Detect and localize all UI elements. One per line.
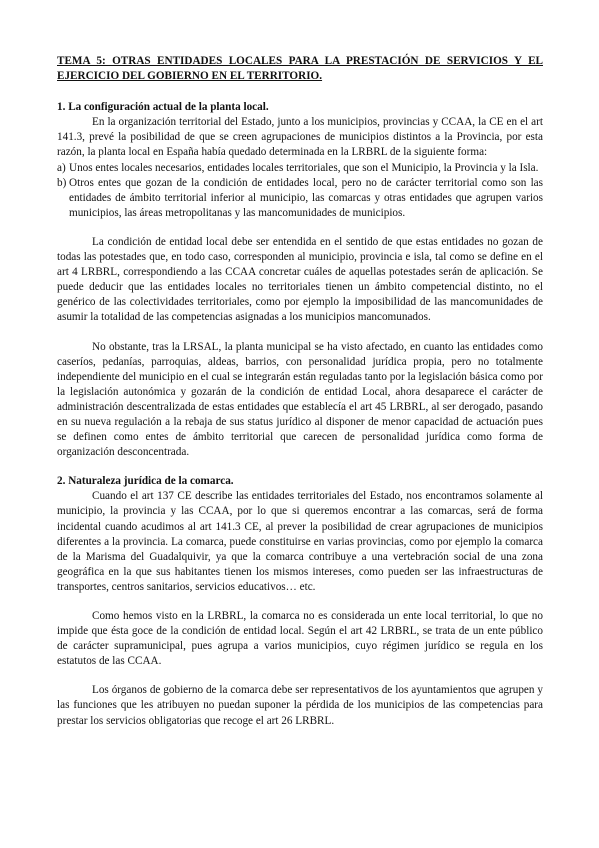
list-item-text: Otros entes que gozan de la condición de entidades local, pero no de carácter territorial como son las entidades de ámbito territorial inferior al municipio, las comarcas y otras entidades que agrupen varios municipios, las áreas metropolitanas y las mancomunidades de municipios. (69, 176, 543, 219)
section-2-paragraph-1: Cuando el art 137 CE describe las entidades territoriales del Estado, nos encontramos solamente al municipio, la provincia y las CCAA, por lo que si queremos encontrar a las comarcas, será de forma incidental cuando acudimos al art 141.3 CE, al prever la posibilidad de crear agrupaciones de municipios diferentes a la provincia. La comarca, puede constituirse en varias provincias, como por ejemplo la comarca de la Marisma del Guadalquivir, ya que la comarca contribuye a una vertebración social de una zona geográfica en la que sus habitantes tienen los mismos intereses, como pueden ser las infraestructuras de transportes, centros sanitarios, servicios educativos… etc. (57, 490, 543, 593)
section-2-paragraph-2: Como hemos visto en la LRBRL, la comarca no es considerada un ente local territorial, lo que no impide que ésta goce de la condición de entidad local. Según el art 42 LRBRL, se trata de un ente público de carácter supramunicipal, pues agrupa a varios municipios, cuyo régimen jurídico se regula en los estatutos de las CCAA. (57, 610, 543, 668)
section-1-paragraph-3: No obstante, tras la LRSAL, la planta municipal se ha visto afectado, en cuanto las entidades como caseríos, pedanías, parroquias, aldeas, barrios, con personalidad jurídica propia, pero no totalmente independiente del municipio en el cual se integrarán están reguladas tanto por la legislación básica como por la legislación autonómica y gozarán de la condición de entidad Local, ahora desaparece el carácter de administración descentralizada de estas entidades que establecía el art 45 LRBRL, al ser derogado, pasando en su nueva regulación a la rebaja de sus status jurídico al disponer de menor capacidad de actuación pues se definen como entes de ámbito territorial que carecen de personalidad jurídica como forma de organización desconcentrada. (57, 340, 543, 459)
list-item-text: Unos entes locales necesarios, entidades locales territoriales, que son el Municipio, la Provincia y la Isla. (69, 161, 539, 174)
document-title: TEMA 5: OTRAS ENTIDADES LOCALES PARA LA PRESTACIÓN DE SERVICIOS Y EL EJERCICIO DEL GOBIERNO EN EL TERRITORIO. (57, 55, 543, 83)
list-item (57, 161, 543, 176)
list-item (57, 176, 543, 221)
list-marker: b) (57, 176, 67, 189)
section-2-heading: 2. Naturaleza jurídica de la comarca. (57, 475, 234, 488)
section-1-paragraph-2: La condición de entidad local debe ser entendida en el sentido de que estas entidades no gozan de todas las potestades que, en todo caso, corresponden al municipio, provincia e isla, tal como se define en el art 4 LRBRL, correspondiendo a las CCAA concretar cuáles de aquellas potestades serán de aplicación. Se puede deducir que las entidades locales no territoriales tienen un ámbito competencial distinto, no el genérico de las colectividades territoriales, como por ejemplo la imposibilidad de las mancomunidades de asumir la totalidad de las competencias asignadas a los municipios mancomunados. (57, 235, 543, 324)
list-marker: a) (57, 161, 66, 174)
document-page (57, 54, 543, 729)
section-1-list (57, 161, 543, 221)
section-2-paragraph-3: Los órganos de gobierno de la comarca debe ser representativos de los ayuntamientos que agrupen y las funciones que les atribuyen no puedan suponer la pérdida de los municipios de las competencias para prestar los servicios obligatorias que recoge el art 26 LRBRL. (57, 684, 543, 727)
section-1-intro-paragraph: En la organización territorial del Estado, junto a los municipios, provincias y CCAA, la CE en el art 141.3, prevé la posibilidad de que se creen agrupaciones de municipios distintos a la Provincia, por esta razón, la planta local en España había quedado determinada en la LRBRL de la siguiente forma: (57, 116, 543, 159)
section-1-heading: 1. La configuración actual de la planta local. (57, 101, 269, 114)
